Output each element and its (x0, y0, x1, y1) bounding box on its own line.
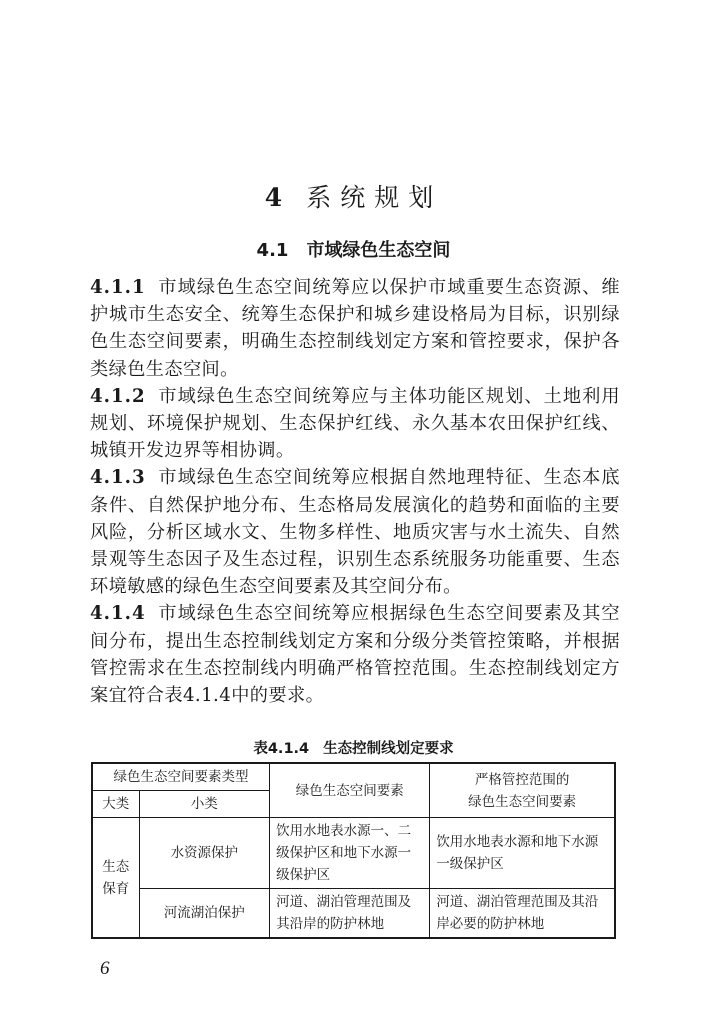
cell-minor: 河流湖泊保护 (139, 889, 270, 939)
clause-4-1-1 (90, 274, 620, 383)
cell-elements: 河道、湖泊管理范围及其沿岸的防护林地 (270, 889, 430, 939)
header-major: 大类 (92, 791, 139, 818)
section-title (0, 236, 707, 262)
header-strict: 严格管控范围的 绿色生态空间要素 (430, 763, 615, 818)
ecological-control-table (91, 762, 616, 939)
section-number: 4.1 (256, 240, 289, 261)
cell-strict: 饮用水地表水源和地下水源一级保护区 (430, 818, 615, 889)
clause-number: 4.1.4 (90, 603, 146, 625)
table-title: 生态控制线划定要求 (323, 741, 454, 757)
cell-strict: 河道、湖泊管理范围及其沿岸必要的防护林地 (430, 889, 615, 939)
header-type-group: 绿色生态空间要素类型 (92, 763, 270, 791)
header-elements: 绿色生态空间要素 (270, 763, 430, 818)
clause-list (90, 274, 620, 709)
clause-text: 市域绿色生态空间统筹应与主体功能区规划、土地利用规划、环境保护规划、生态保护红线、永久基本农田保护红线、城镇开发边界等相协调。 (90, 385, 620, 462)
header-minor: 小类 (139, 791, 270, 818)
table-row (92, 818, 615, 889)
page-number: 6 (100, 958, 110, 979)
table-row (92, 889, 615, 939)
table-number: 表4.1.4 (253, 741, 310, 757)
clause-text: 市域绿色生态空间统筹应根据绿色生态空间要素及其空间分布，提出生态控制线划定方案和分级分类管控策略，并根据管控需求在生态控制线内明确严格管控范围。生态控制线划定方案宜符合表4.1.4中的要求。 (90, 603, 620, 707)
clause-text: 市域绿色生态空间统筹应以保护市域重要生态资源、维护城市生态安全、统筹生态保护和城乡建设格局为目标，识别绿色生态空间要素，明确生态控制线划定方案和管控要求，保护各类绿色生态空间。 (90, 277, 620, 380)
chapter-number: 4 (264, 183, 285, 212)
clause-4-1-2 (90, 383, 620, 465)
cell-minor: 水资源保护 (139, 818, 270, 889)
clause-text: 市域绿色生态空间统筹应根据自然地理特征、生态本底条件、自然保护地分布、生态格局发展演化的趋势和面临的主要风险，分析区域水文、生物多样性、地质灾害与水土流失、自然景观等生态因子及生态过程，识别生态系统服务功能重要、生态环境敏感的绿色生态空间要素及其空间分布。 (90, 467, 620, 598)
clause-number: 4.1.3 (90, 467, 146, 489)
section-heading: 市域绿色生态空间 (306, 240, 451, 261)
clause-number: 4.1.2 (90, 385, 146, 407)
clause-number: 4.1.1 (90, 277, 146, 298)
clause-4-1-4 (90, 600, 620, 709)
cell-category: 生态 保育 (92, 818, 139, 939)
clause-4-1-3 (90, 464, 620, 600)
table-header-row (92, 763, 615, 791)
cell-elements: 饮用水地表水源一、二级保护区和地下水源一级保护区 (270, 818, 430, 889)
table-caption (0, 737, 707, 758)
chapter-heading: 系统规划 (306, 183, 443, 212)
chapter-title (0, 178, 707, 214)
